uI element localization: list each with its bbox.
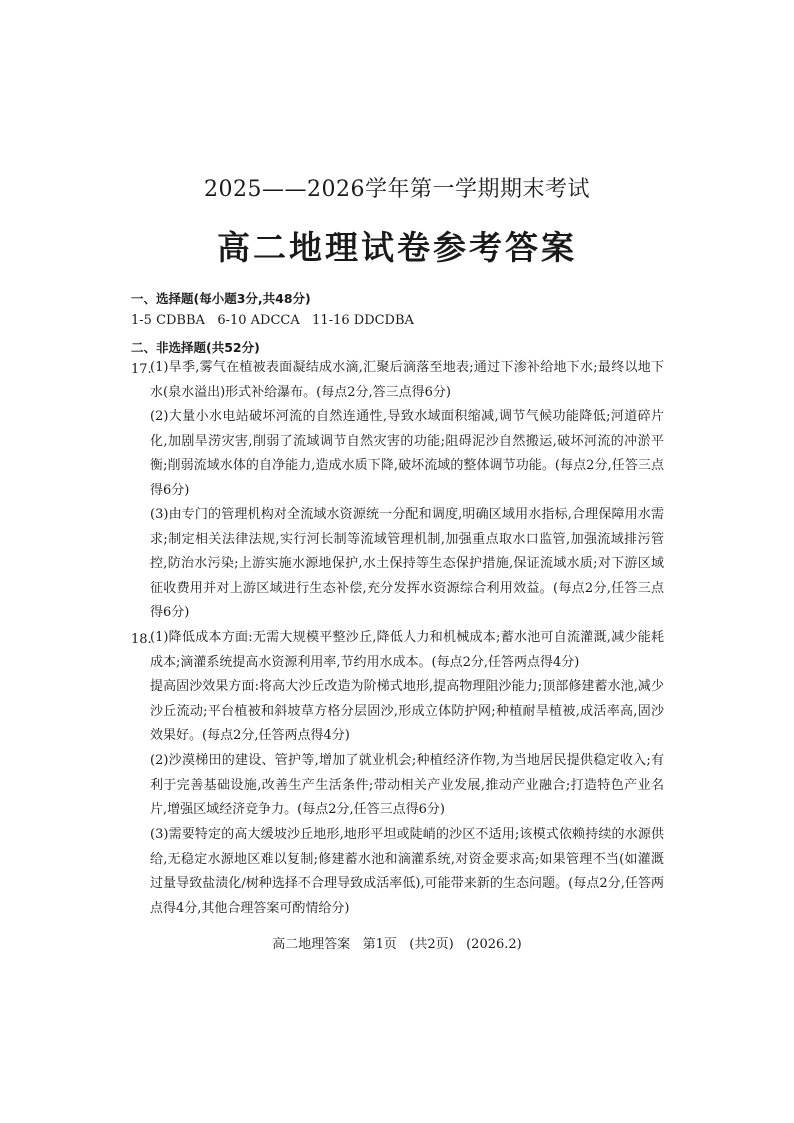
document-title: 高二地理试卷参考答案: [217, 228, 577, 267]
exam-title: 2025——2026学年第一学期期末考试: [204, 177, 590, 202]
q18-part-1-sand-fixation: 提高固沙效果方面:将高大沙丘改造为阶梯式地形,提高物理阻沙能力;顶部修建蓄水池,减少沙丘流动;平台植被和斜坡草方格分层固沙,形成立体防护网;种植耐旱植被,成活率高,固沙效果好。(每点2分,任答两点得4分): [150, 679, 664, 743]
multiple-choice-answers: 1-5 CDBBA 6-10 ADCCA 11-16 DDCDBA: [131, 313, 414, 328]
q18-part-1: (1)降低成本方面:无需大规模平整沙丘,降低人力和机械成本;蓄水池可自流灌溉,减少能耗成本;滴灌系统提高水资源利用率,节约用水成本。(每点2分,任答两点得4分): [150, 630, 664, 670]
q17-part-2: (2)大量小水电站破坏河流的自然连通性,导致水域面积缩减,调节气候功能降低;河道碎片化,加剧旱涝灾害,削弱了流域调节自然灾害的功能;阻碍泥沙自然搬运,破坏河流的冲淤平衡;削弱流域水体的自净能力,造成水质下降,破坏流域的整体调节功能。(每点2分,任答三点得6分): [150, 409, 664, 498]
q17-part-3: (3)由专门的管理机构对全流域水资源统一分配和调度,明确区域用水指标,合理保障用水需求;制定相关法律法规,实行河长制等流域管理机制,加强重点取水口监管,加强流域排污管控,防治水污染;上游实施水源地保护,水土保持等生态保护措施,保证流域水质;对下游区域征收费用并对上游区域进行生态补偿,充分发挥水资源综合利用效益。(每点2分,任答三点得6分): [150, 507, 664, 620]
section-1-heading: 一、选择题(每小题3分,共48分): [131, 291, 311, 306]
question-18-number: 18.: [131, 632, 152, 647]
question-17-number: 17.: [131, 362, 152, 377]
page-footer: 高二地理答案 第1页 (共2页) (2026.2): [272, 937, 522, 952]
q18-part-2: (2)沙漠梯田的建设、管护等,增加了就业机会;种植经济作物,为当地居民提供稳定收入;有利于完善基础设施,改善生产生活条件;带动相关产业发展,推动产业融合;打造特色产业名片,增强区域经济竞争力。(每点2分,任答三点得6分): [150, 753, 664, 817]
q18-part-3: (3)需要特定的高大缓坡沙丘地形,地形平坦或陡峭的沙区不适用;该模式依赖持续的水源供给,无稳定水源地区难以复制;修建蓄水池和滴灌系统,对资金要求高;如果管理不当(如灌溉过量导致盐渍化/树种选择不合理导致成活率低),可能带来新的生态问题。(每点2分,任答两点得4分,其他合理答案可酌情给分): [150, 827, 664, 916]
q17-part-1: (1)旱季,雾气在植被表面凝结成水滴,汇聚后滴落至地表;通过下渗补给地下水;最终以地下水(泉水溢出)形式补给瀑布。(每点2分,答三点得6分): [150, 360, 664, 400]
section-2-heading: 二、非选择题(共52分): [131, 340, 260, 355]
